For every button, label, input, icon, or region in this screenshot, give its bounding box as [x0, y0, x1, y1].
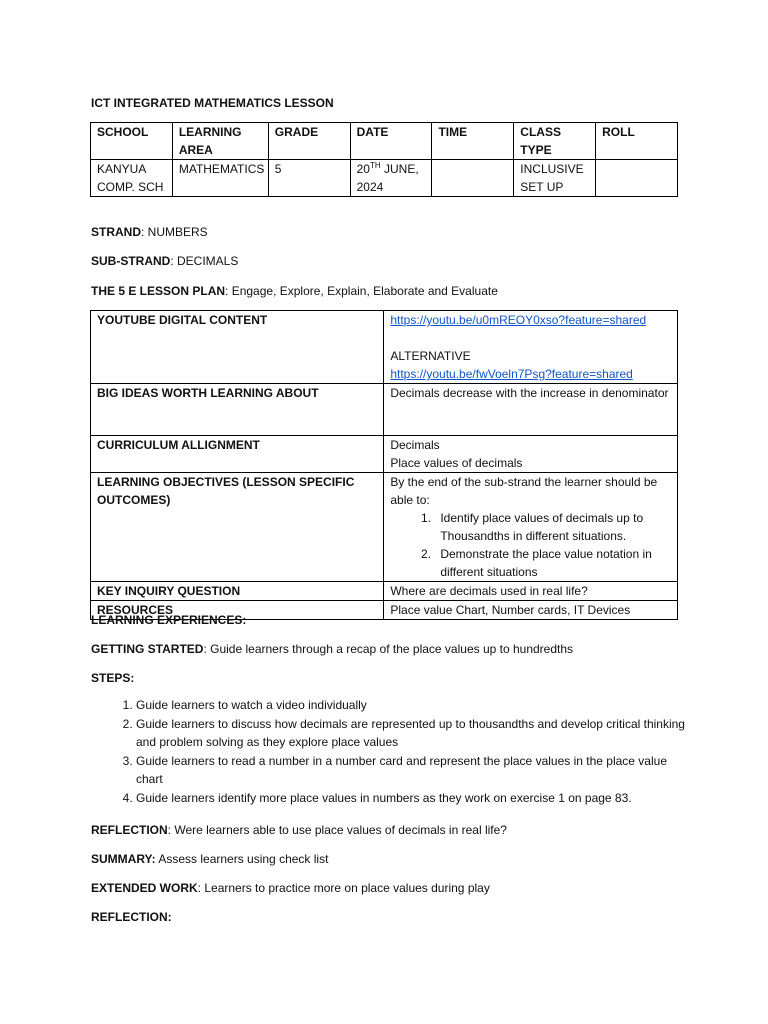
header-time: TIME: [432, 123, 514, 160]
getting-started-label: GETTING STARTED: [91, 642, 204, 656]
value-date: [350, 160, 432, 197]
value-learning-area: MATHEMATICS: [172, 160, 268, 197]
reflection-line: [91, 821, 507, 839]
extended-work-label: EXTENDED WORK: [91, 881, 198, 895]
row-curriculum: [91, 436, 678, 473]
curriculum-line-2: Place values of decimals: [390, 456, 523, 470]
inquiry-label: KEY INQUIRY QUESTION: [91, 582, 384, 601]
extended-work-value: : Learners to practice more on place values during play: [197, 881, 490, 895]
row-big-ideas: [91, 384, 678, 436]
row-youtube: [91, 311, 678, 384]
youtube-label: YOUTUBE DIGITAL CONTENT: [91, 311, 384, 384]
curriculum-line-1: Decimals: [390, 438, 440, 452]
learning-experiences-heading: LEARNING EXPERIENCES:: [91, 613, 247, 627]
alternative-label: ALTERNATIVE: [390, 349, 471, 363]
row-objectives: [91, 473, 678, 582]
youtube-content: [384, 311, 678, 384]
curriculum-value: [384, 436, 678, 473]
sub-strand-line: [91, 252, 238, 270]
sub-strand-value: : DECIMALS: [170, 254, 239, 268]
getting-started-value: : Guide learners through a recap of the place values up to hundredths: [203, 642, 574, 656]
info-value-row: [91, 160, 678, 197]
strand-label: STRAND: [91, 225, 141, 239]
summary-label: SUMMARY:: [91, 852, 156, 866]
header-learning-area: LEARNING AREA: [172, 123, 268, 160]
objectives-value: [384, 473, 678, 582]
date-suffix: TH: [369, 161, 381, 170]
youtube-link-alternative[interactable]: https://youtu.be/fwVoeln7Psg?feature=shared: [390, 367, 633, 381]
header-grade: GRADE: [268, 123, 350, 160]
objectives-label: LEARNING OBJECTIVES (LESSON SPECIFIC OUTCOMES): [91, 473, 384, 582]
value-roll: [596, 160, 678, 197]
resources-value: Place value Chart, Number cards, IT Devices: [384, 601, 678, 620]
extended-work-line: [91, 879, 490, 897]
big-ideas-value: Decimals decrease with the increase in denominator: [384, 384, 678, 436]
reflection-value: : Were learners able to use place values of decimals in real life?: [167, 823, 507, 837]
date-day: 20: [356, 162, 370, 176]
summary-value: Assess learners using check list: [155, 852, 329, 866]
strand-value: : NUMBERS: [141, 225, 208, 239]
header-roll: ROLL: [596, 123, 678, 160]
step-item: 2. Guide learners to discuss how decimals are represented up to thousandths and develop critical thinking and problem solving as they explore place values: [136, 715, 696, 751]
value-class-type: INCLUSIVE SET UP: [514, 160, 596, 197]
sub-strand-label: SUB-STRAND: [91, 254, 171, 268]
youtube-link-primary[interactable]: https://youtu.be/u0mREOY0xso?feature=shared: [390, 313, 647, 327]
lesson-plan-value: : Engage, Explore, Explain, Elaborate and Evaluate: [225, 284, 498, 298]
lesson-info-table: [90, 122, 678, 197]
objectives-list: [390, 509, 677, 581]
value-school: KANYUA COMP. SCH: [91, 160, 173, 197]
value-time: [432, 160, 514, 197]
lesson-content-table: [90, 310, 678, 620]
getting-started-line: [91, 640, 573, 658]
date-rest: JUNE, 2024: [356, 162, 419, 194]
objective-item: 2. Demonstrate the place value notation in different situations: [434, 545, 677, 581]
summary-line: [91, 850, 328, 868]
reflection-label: REFLECTION: [91, 823, 168, 837]
document-title: ICT INTEGRATED MATHEMATICS LESSON: [91, 96, 334, 110]
info-header-row: [91, 123, 678, 160]
steps-list: [91, 696, 696, 808]
step-item: 4. Guide learners identify more place values in numbers as they work on exercise 1 on page 83.: [136, 789, 696, 807]
steps-heading: STEPS:: [91, 671, 135, 685]
value-grade: 5: [268, 160, 350, 197]
header-class-type: CLASS TYPE: [514, 123, 596, 160]
lesson-plan-line: [91, 282, 498, 300]
objectives-intro: By the end of the sub-strand the learner should be able to:: [390, 475, 658, 507]
big-ideas-label: BIG IDEAS WORTH LEARNING ABOUT: [91, 384, 384, 436]
curriculum-label: CURRICULUM ALLIGNMENT: [91, 436, 384, 473]
resources-label: RESOURCES: [91, 601, 384, 620]
step-item: 3. Guide learners to read a number in a number card and represent the place values in the place value chart: [136, 752, 696, 788]
lesson-plan-label: THE 5 E LESSON PLAN: [91, 284, 226, 298]
header-school: SCHOOL: [91, 123, 173, 160]
inquiry-value: Where are decimals used in real life?: [384, 582, 678, 601]
reflection-heading: REFLECTION:: [91, 910, 172, 924]
row-inquiry: [91, 582, 678, 601]
step-item: 1. Guide learners to watch a video individually: [136, 696, 696, 714]
strand-line: [91, 223, 208, 241]
header-date: DATE: [350, 123, 432, 160]
objective-item: 1. Identify place values of decimals up to Thousandths in different situations.: [434, 509, 677, 545]
